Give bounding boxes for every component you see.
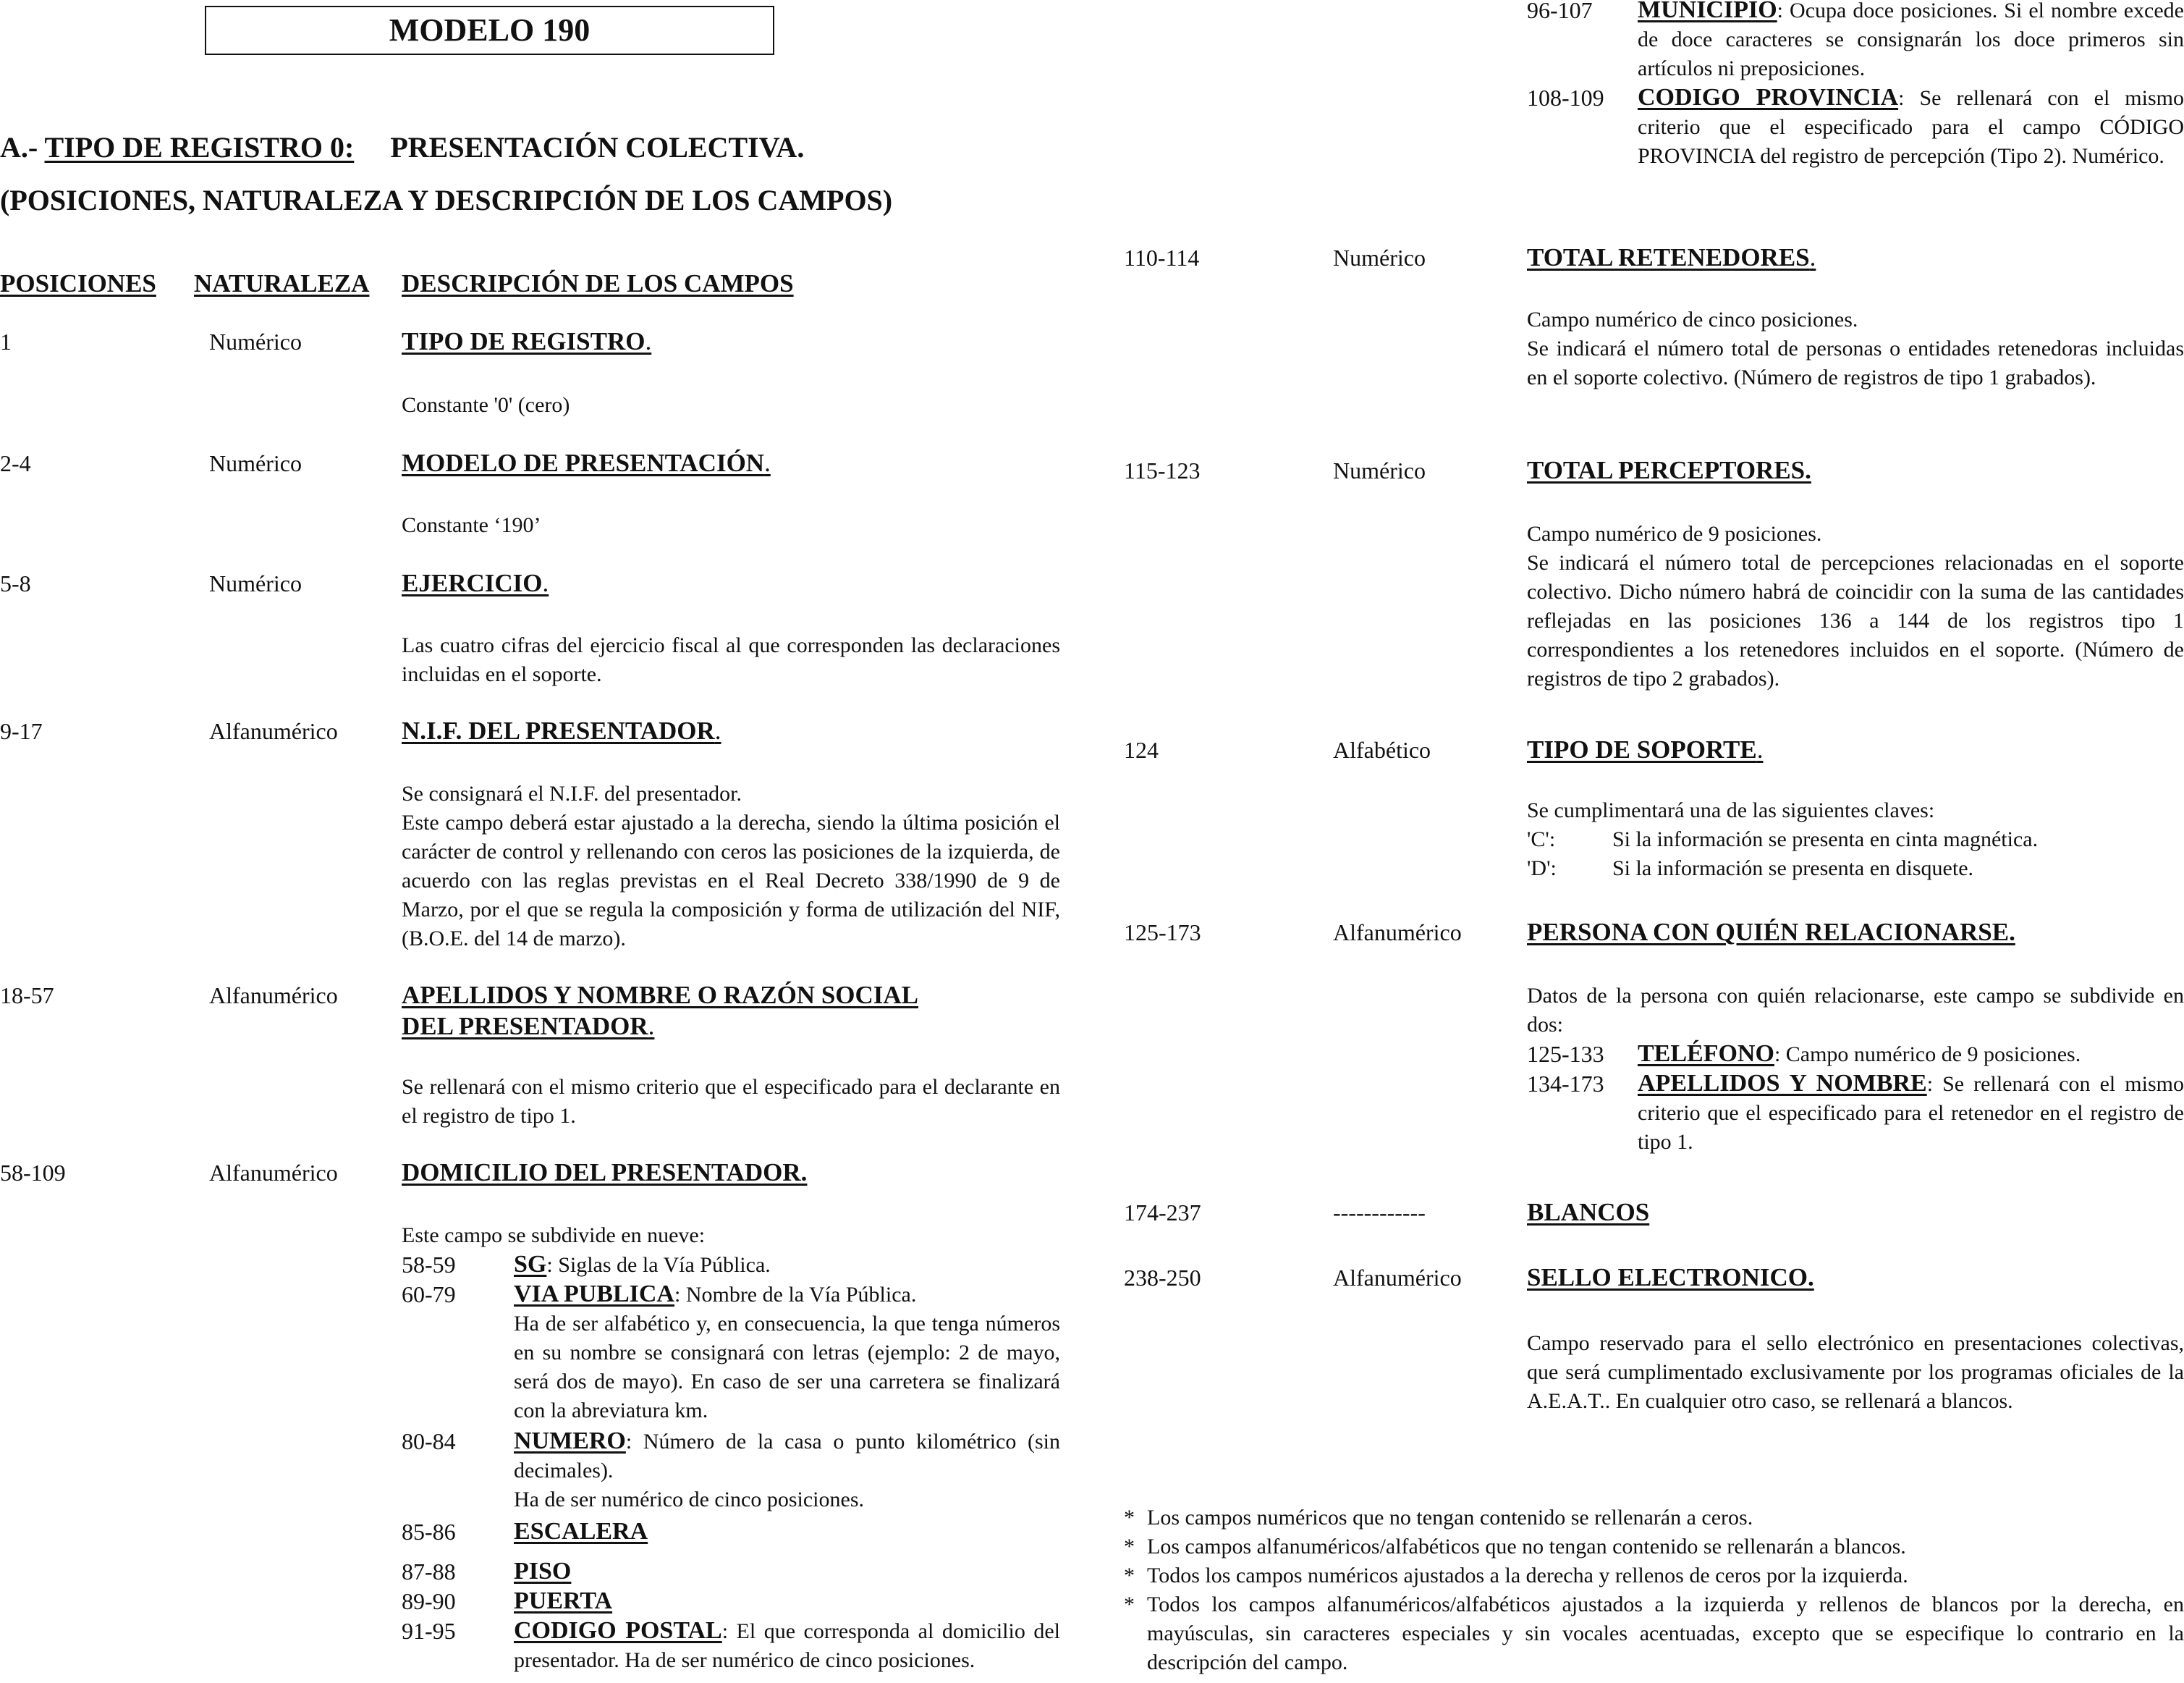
key-code: 'D': (1527, 856, 1557, 880)
subfield-body (514, 1280, 1060, 1425)
subfield-item (402, 1280, 1060, 1425)
field-description: Constante ‘190’ (402, 513, 541, 537)
subfield-body (514, 1517, 1060, 1547)
field-description-line: Campo numérico de 9 posiciones. (1527, 522, 1822, 546)
subfield-name: MUNICIPIO (1638, 0, 1777, 23)
field-name-text: EJERCICIO (402, 569, 543, 597)
field-description-line: Campo numérico de cinco posiciones. (1527, 308, 1858, 332)
row-nature: Numérico (209, 329, 302, 355)
row-position: 9-17 (0, 718, 43, 744)
subfield-name: ESCALERA (514, 1518, 648, 1545)
field-description: Campo reservado para el sello electrónico en presentaciones colectivas, que será cumplimentado exclusivamente por los programas oficiales de la A.E.A.T.. En cualquier otro caso, se rellenará a blancos. (1527, 1331, 2184, 1413)
row-position: 124 (1124, 737, 1159, 763)
row-nature: Alfanumérico (1333, 919, 1462, 945)
subfield-item (402, 1557, 1060, 1587)
field-name-period: . (1756, 735, 1764, 764)
column-header-naturaleza: NATURALEZA (194, 269, 370, 298)
domicilio-subfields-continued (1527, 0, 2184, 171)
field-name (402, 1011, 654, 1042)
field-name: TOTAL PERCEPTORES. (1527, 456, 1811, 484)
note-item (1124, 1503, 2184, 1532)
subfield-name: NUMERO (514, 1427, 626, 1454)
document-title: MODELO 190 (205, 6, 774, 55)
subfield-name: TELÉFONO (1638, 1040, 1774, 1067)
row-position: 2-4 (0, 450, 31, 476)
column-header-descripcion: DESCRIPCIÓN DE LOS CAMPOS (402, 269, 794, 298)
key-option (1527, 825, 2184, 854)
field-description: Este campo se subdivide en nueve: (402, 1223, 706, 1247)
key-code: 'C': (1527, 827, 1556, 851)
row-nature: Alfanumérico (209, 982, 338, 1008)
key-option (1527, 854, 2184, 883)
note-marker: * (1124, 1593, 1135, 1616)
subfield-body (514, 1427, 1060, 1514)
row-nature: Numérico (209, 450, 302, 476)
subfield-position: 80-84 (402, 1428, 456, 1454)
field-name-period: . (714, 717, 721, 745)
field-description-paragraph: Este campo deberá estar ajustado a la derecha, siendo la última posición el carácter de control y rellenando con ceros las posiciones de la izquierda, de acuerdo con las reglas previstas en el Real Decreto 338/1990 de 9 de Marzo, por el que se regula la composición y forma de utilización del NIF, (B.O.E. del 14 de marzo). (402, 811, 1060, 950)
field-name-period: . (542, 569, 549, 597)
field-name-text: TIPO DE REGISTRO (402, 327, 646, 355)
subfield-name: PUERTA (514, 1587, 613, 1614)
field-description: Las cuatro cifras del ejercicio fiscal al que corresponden las declaraciones incluidas en el soporte. (402, 633, 1060, 686)
subfield-name: CODIGO POSTAL (514, 1617, 722, 1644)
field-name-period: . (645, 327, 652, 355)
field-description (1527, 520, 2184, 693)
subfield-name: APELLIDOS Y NOMBRE (1638, 1070, 1927, 1097)
field-name-period: . (764, 449, 771, 477)
subfield-text: : Siglas de la Vía Pública. (546, 1253, 771, 1277)
subfield-text: : Número de la casa o punto kilométrico (sin decimales). (514, 1430, 1060, 1482)
key-meaning: Si la información se presenta en disquete. (1612, 856, 1974, 880)
domicilio-subfields (402, 1250, 1060, 1675)
row-nature: Alfanumérico (209, 1160, 338, 1186)
subfield-position: 134-173 (1527, 1071, 1604, 1097)
note-marker: * (1124, 1564, 1135, 1587)
note-text: Todos los campos numéricos ajustados a la derecha y rellenos de ceros por la izquierda. (1147, 1564, 1908, 1587)
row-nature: Alfanumérico (209, 718, 338, 744)
note-item (1124, 1532, 2184, 1561)
subfield-position: 60-79 (402, 1281, 456, 1307)
subfield-body (1638, 1039, 2184, 1069)
field-description: Constante '0' (cero) (402, 393, 570, 417)
note-text: Los campos numéricos que no tengan contenido se rellenarán a ceros. (1147, 1506, 1753, 1530)
subfield-text: : Campo numérico de 9 posiciones. (1774, 1042, 2081, 1066)
subfield-position: 91-95 (402, 1618, 456, 1644)
subfield-text: : Ocupa doce posiciones. Si el nombre excede de doce caracteres se consignarán los doce primeros sin artículos ni preposiciones. (1638, 0, 2184, 80)
subfield-item (402, 1616, 1060, 1675)
note-text: Los campos alfanuméricos/alfabéticos que no tengan contenido se rellenarán a blancos. (1147, 1535, 1906, 1558)
subfield-text: : Nombre de la Vía Pública. (674, 1283, 917, 1307)
persona-subfields (1527, 1039, 2184, 1157)
row-nature: Alfabético (1333, 737, 1431, 763)
notes-list (1124, 1503, 2184, 1677)
subfield-position: 96-107 (1527, 0, 1593, 23)
subfield-item (402, 1427, 1060, 1514)
subfield-position: 85-86 (402, 1519, 456, 1545)
field-name-text: N.I.F. DEL PRESENTADOR (402, 717, 715, 745)
field-description-paragraph: Se indicará el número total de personas o entidades retenedoras incluidas en el soporte colectivo. (Número de registros de tipo 1 grabados). (1527, 337, 2184, 389)
subfield-position: 125-133 (1527, 1041, 1604, 1067)
subfield-body (514, 1587, 1060, 1616)
subfield-name: SG (514, 1251, 547, 1278)
field-description (402, 780, 1060, 953)
subfield-body (1638, 0, 2184, 83)
field-name (1527, 734, 1763, 766)
field-name-text: TIPO DE SOPORTE (1527, 735, 1757, 764)
subfield-item (1527, 83, 2184, 171)
key-meaning: Si la información se presenta en cinta magnética. (1612, 827, 2039, 851)
field-name-text: TOTAL RETENEDORES (1527, 243, 1810, 271)
row-position: 110-114 (1124, 245, 1200, 271)
subfield-item (1527, 1039, 2184, 1069)
field-description-line: Se cumplimentará una de las siguientes claves: (1527, 798, 1935, 822)
row-position: 125-173 (1124, 919, 1201, 945)
row-position: 174-237 (1124, 1199, 1201, 1226)
subfield-position: 108-109 (1527, 85, 1604, 111)
field-name: DOMICILIO DEL PRESENTADOR. (402, 1158, 808, 1186)
note-marker: * (1124, 1506, 1135, 1530)
field-description-line: Se consignará el N.I.F. del presentador. (402, 782, 742, 806)
subfield-item (402, 1587, 1060, 1616)
subfield-name: PISO (514, 1558, 572, 1585)
row-position: 238-250 (1124, 1265, 1201, 1291)
subfield-item (1527, 0, 2184, 83)
row-nature: ------------ (1333, 1199, 1426, 1226)
field-name: PERSONA CON QUIÉN RELACIONARSE. (1527, 918, 2015, 946)
subfield-item (402, 1250, 1060, 1280)
heading-prefix: A.- (0, 131, 45, 164)
field-name-period: . (648, 1012, 655, 1040)
subfield-text: : Se rellenará con el mismo criterio que el especificado para el retenedor en el registro de tipo 1. (1638, 1072, 2184, 1154)
subfield-body (514, 1250, 1060, 1280)
row-position: 58-109 (0, 1160, 66, 1186)
note-item (1124, 1561, 2184, 1590)
subfield-position: 87-88 (402, 1558, 456, 1585)
field-description (1527, 796, 2184, 883)
field-description: Datos de la persona con quién relacionarse, este campo se subdivide en dos: (1527, 984, 2184, 1037)
field-name (402, 447, 771, 479)
subfield-position: 89-90 (402, 1588, 456, 1614)
row-position: 1 (0, 329, 12, 355)
field-name (1527, 242, 1816, 274)
field-name-text: MODELO DE PRESENTACIÓN (402, 449, 765, 477)
subfield-name: CODIGO PROVINCIA (1638, 84, 1899, 111)
heading-record-type: TIPO DE REGISTRO 0: (44, 131, 355, 164)
subfield-text: : Se rellenará con el mismo criterio que el especificado para el campo CÓDIGO PROVINCIA del registro de percepción (Tipo 2). Numérico. (1638, 86, 2184, 168)
subfield-position: 58-59 (402, 1252, 456, 1278)
subfield-text: : El que corresponda al domicilio del presentador. Ha de ser numérico de cinco posiciones. (514, 1619, 1060, 1672)
subfield-extra: Ha de ser alfabético y, en consecuencia, la que tenga números en su nombre se consignará con letras (ejemplo: 2 de mayo, será dos de mayo). En caso de ser una carretera se finalizará con la abreviatura km. (514, 1312, 1060, 1422)
section-heading (0, 130, 804, 165)
section-subheading: (POSICIONES, NATURALEZA Y DESCRIPCIÓN DE LOS CAMPOS) (0, 184, 893, 216)
subfield-name: VIA PUBLICA (514, 1281, 674, 1307)
field-name-text: DEL PRESENTADOR (402, 1012, 648, 1040)
field-name (402, 326, 651, 358)
subfield-body (1638, 1069, 2184, 1157)
note-marker: * (1124, 1535, 1135, 1558)
field-description-paragraph: Se indicará el número total de percepciones relacionadas en el soporte colectivo. Dicho número habrá de coincidir con la suma de las cantidades reflejadas en las posiciones 136 a 144 de los registros tipo 1 correspondientes a los retenedores incluidos en el soporte. (Número de registros de tipo 2 grabados). (1527, 551, 2184, 691)
column-header-posiciones: POSICIONES (0, 269, 156, 298)
field-name: BLANCOS (1527, 1198, 1650, 1226)
subfield-body (514, 1616, 1060, 1675)
row-position: 115-123 (1124, 457, 1201, 484)
row-position: 18-57 (0, 982, 54, 1008)
note-item (1124, 1590, 2184, 1677)
row-nature: Numérico (1333, 457, 1426, 484)
subfield-body (1638, 83, 2184, 171)
field-name-period: . (1809, 243, 1816, 271)
subfield-body (514, 1557, 1060, 1587)
field-name: APELLIDOS Y NOMBRE O RAZÓN SOCIAL (402, 981, 919, 1009)
field-description: Se rellenará con el mismo criterio que el especificado para el declarante en el registro de tipo 1. (402, 1075, 1060, 1128)
field-description (1527, 305, 2184, 392)
subfield-item (402, 1517, 1060, 1547)
heading-presentation: PRESENTACIÓN COLECTIVA. (390, 131, 805, 164)
row-position: 5-8 (0, 570, 31, 596)
row-nature: Numérico (1333, 245, 1426, 271)
note-text: Todos los campos alfanuméricos/alfabéticos ajustados a la izquierda y rellenos de blancos por la derecha, en mayúsculas, sin caracteres especiales y sin vocales acentuadas, excepto que se especifique lo contrario en la descripción del campo. (1147, 1593, 2184, 1674)
field-name (402, 715, 721, 747)
row-nature: Alfanumérico (1333, 1265, 1462, 1291)
field-name (402, 568, 549, 599)
field-name: SELLO ELECTRONICO. (1527, 1263, 1814, 1291)
row-nature: Numérico (209, 570, 302, 596)
subfield-item (1527, 1069, 2184, 1157)
subfield-extra: Ha de ser numérico de cinco posiciones. (514, 1488, 864, 1511)
